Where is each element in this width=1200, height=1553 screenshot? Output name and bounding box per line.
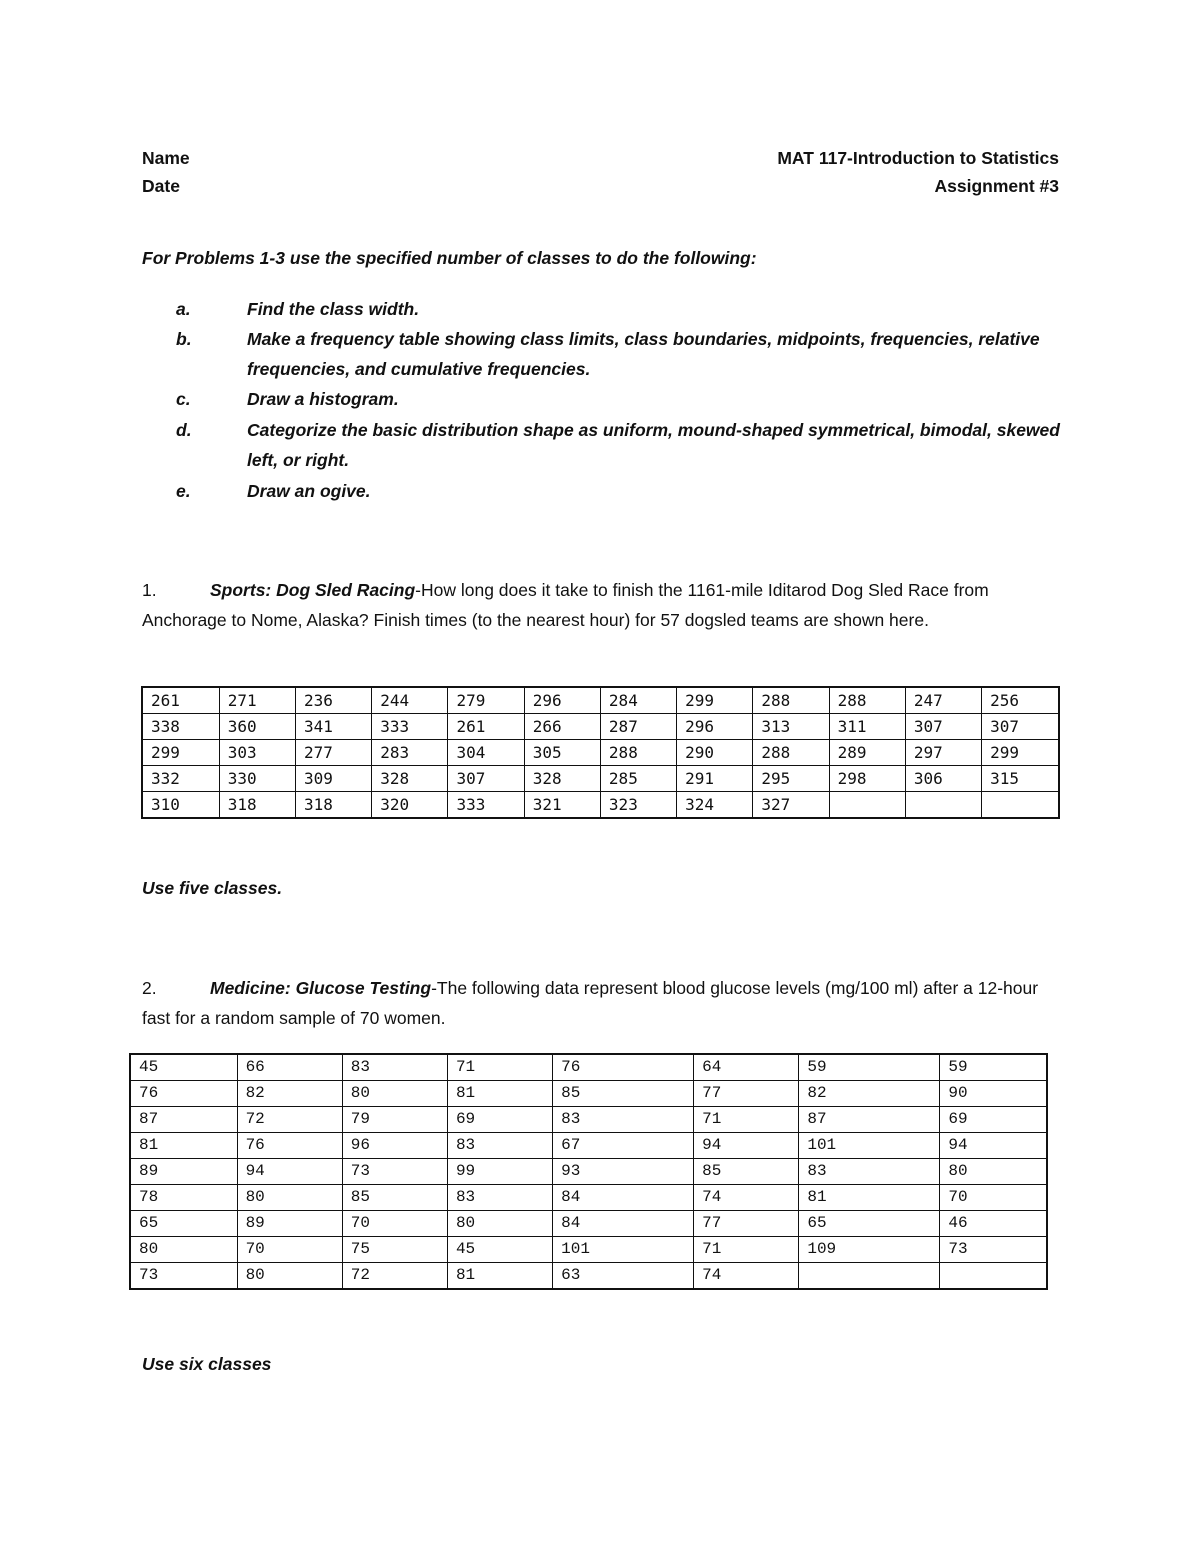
name-label: Name [142, 148, 190, 168]
table-cell: 256 [982, 687, 1059, 714]
table-cell: 67 [553, 1133, 694, 1159]
table-cell: 109 [799, 1237, 940, 1263]
table-cell: 85 [553, 1081, 694, 1107]
table-row [130, 1081, 1047, 1107]
dog-sled-times-table [141, 686, 1060, 819]
table-cell: 299 [982, 740, 1059, 766]
table-cell: 271 [219, 687, 295, 714]
table-cell: 79 [342, 1107, 447, 1133]
table-cell: 341 [295, 714, 371, 740]
table-cell: 81 [447, 1081, 552, 1107]
table-cell: 306 [905, 766, 981, 792]
table-cell: 76 [130, 1081, 237, 1107]
table-cell: 70 [342, 1211, 447, 1237]
task-text: Draw an ogive. [247, 481, 371, 501]
problem-number: 1. [142, 580, 157, 600]
assignment-title: Assignment #3 [934, 176, 1059, 196]
task-text: Make a frequency table showing class limits, class boundaries, midpoints, frequencies, relative frequencies, and cumulative frequencies. [247, 329, 1040, 379]
table-cell: 59 [940, 1054, 1047, 1081]
table-cell: 83 [447, 1185, 552, 1211]
table-cell: 236 [295, 687, 371, 714]
table-cell: 261 [448, 714, 524, 740]
table-cell: 247 [905, 687, 981, 714]
table-cell: 320 [372, 792, 448, 819]
problem-2-statement [142, 973, 1062, 1033]
problem-1-note: Use five classes. [142, 878, 283, 898]
table-cell: 279 [448, 687, 524, 714]
table-cell: 63 [553, 1263, 694, 1290]
table-cell: 333 [448, 792, 524, 819]
table-cell: 330 [219, 766, 295, 792]
task-e [142, 476, 1062, 506]
table-cell: 296 [677, 714, 753, 740]
table-cell [940, 1263, 1047, 1290]
table-cell: 290 [677, 740, 753, 766]
table-cell: 77 [694, 1081, 799, 1107]
table-cell: 333 [372, 714, 448, 740]
table-cell: 303 [219, 740, 295, 766]
table-cell: 71 [694, 1237, 799, 1263]
table-cell: 65 [799, 1211, 940, 1237]
table-cell: 295 [753, 766, 829, 792]
table-cell: 96 [342, 1133, 447, 1159]
table-cell: 328 [524, 766, 600, 792]
table-cell: 244 [372, 687, 448, 714]
table-cell: 77 [694, 1211, 799, 1237]
table-cell: 82 [237, 1081, 342, 1107]
table-row [142, 687, 1059, 714]
table-cell: 80 [237, 1185, 342, 1211]
table-cell: 46 [940, 1211, 1047, 1237]
table-cell: 307 [982, 714, 1059, 740]
table-cell: 310 [142, 792, 219, 819]
table-cell: 69 [940, 1107, 1047, 1133]
table-cell: 87 [799, 1107, 940, 1133]
table-cell: 287 [600, 714, 676, 740]
table-cell: 87 [130, 1107, 237, 1133]
table-cell: 80 [940, 1159, 1047, 1185]
table-row [130, 1263, 1047, 1290]
table-cell: 89 [237, 1211, 342, 1237]
table-cell: 93 [553, 1159, 694, 1185]
table-row [130, 1185, 1047, 1211]
table-cell: 89 [130, 1159, 237, 1185]
table-cell: 284 [600, 687, 676, 714]
table-cell: 69 [447, 1107, 552, 1133]
table-row [142, 714, 1059, 740]
table-cell: 64 [694, 1054, 799, 1081]
table-cell: 80 [342, 1081, 447, 1107]
table-cell: 277 [295, 740, 371, 766]
table-cell: 66 [237, 1054, 342, 1081]
table-cell: 297 [905, 740, 981, 766]
table-cell: 94 [694, 1133, 799, 1159]
table-cell: 75 [342, 1237, 447, 1263]
table-cell: 74 [694, 1263, 799, 1290]
table-cell: 76 [553, 1054, 694, 1081]
table-cell: 304 [448, 740, 524, 766]
table-cell: 65 [130, 1211, 237, 1237]
table-cell: 324 [677, 792, 753, 819]
table-cell: 85 [694, 1159, 799, 1185]
table-cell: 307 [448, 766, 524, 792]
table-cell: 321 [524, 792, 600, 819]
table-cell: 360 [219, 714, 295, 740]
table-cell: 288 [753, 687, 829, 714]
table-row [130, 1133, 1047, 1159]
task-a [142, 294, 1062, 324]
task-d [142, 415, 1062, 475]
table-cell: 288 [829, 687, 905, 714]
table-cell: 45 [130, 1054, 237, 1081]
problem-topic: Sports: Dog Sled Racing [210, 580, 416, 600]
table-cell: 71 [447, 1054, 552, 1081]
table-cell: 307 [905, 714, 981, 740]
glucose-levels-table [129, 1053, 1048, 1290]
table-cell: 73 [130, 1263, 237, 1290]
table-cell: 101 [799, 1133, 940, 1159]
problem-2-note: Use six classes [142, 1354, 272, 1374]
table-cell: 73 [940, 1237, 1047, 1263]
table-cell: 338 [142, 714, 219, 740]
table-cell: 318 [295, 792, 371, 819]
table-cell: 289 [829, 740, 905, 766]
table-cell: 305 [524, 740, 600, 766]
table-row [130, 1237, 1047, 1263]
table-cell: 72 [237, 1107, 342, 1133]
table-cell: 76 [237, 1133, 342, 1159]
table-cell: 288 [753, 740, 829, 766]
table-cell [799, 1263, 940, 1290]
table-cell: 84 [553, 1211, 694, 1237]
problem-1-statement [142, 575, 1057, 635]
table-cell: 81 [447, 1263, 552, 1290]
table-row [142, 792, 1059, 819]
table-cell: 332 [142, 766, 219, 792]
task-letter: d. [176, 420, 192, 440]
table-cell: 309 [295, 766, 371, 792]
table-cell: 313 [753, 714, 829, 740]
table-cell: 83 [447, 1133, 552, 1159]
table-cell: 70 [237, 1237, 342, 1263]
problem-text: -The following data represent blood glucose levels (mg/100 ml) after a 12-hour fast for a random sample of 70 women. [142, 978, 1039, 1028]
table-cell: 80 [130, 1237, 237, 1263]
table-cell: 283 [372, 740, 448, 766]
task-text: Draw a histogram. [247, 389, 399, 409]
table-cell: 299 [677, 687, 753, 714]
table-cell: 261 [142, 687, 219, 714]
table-cell: 73 [342, 1159, 447, 1185]
table-cell: 298 [829, 766, 905, 792]
table-cell: 84 [553, 1185, 694, 1211]
task-text: Find the class width. [247, 299, 420, 319]
table-row [142, 766, 1059, 792]
table-cell: 90 [940, 1081, 1047, 1107]
table-cell: 59 [799, 1054, 940, 1081]
table-cell: 328 [372, 766, 448, 792]
instructions-intro: For Problems 1-3 use the specified number of classes to do the following: [142, 248, 757, 268]
table-row [130, 1159, 1047, 1185]
table-cell [829, 792, 905, 819]
table-cell: 85 [342, 1185, 447, 1211]
table-cell: 72 [342, 1263, 447, 1290]
course-title: MAT 117-Introduction to Statistics [777, 148, 1059, 168]
task-letter: c. [176, 389, 191, 409]
table-cell: 327 [753, 792, 829, 819]
task-letter: e. [176, 481, 191, 501]
problem-text: -How long does it take to finish the 1161-mile Iditarod Dog Sled Race from Anchorage to Nome, Alaska? Finish times (to the nearest hour) for 57 dogsled teams are shown here. [142, 580, 989, 630]
table-row [130, 1107, 1047, 1133]
table-cell: 70 [940, 1185, 1047, 1211]
table-cell: 101 [553, 1237, 694, 1263]
table-cell: 296 [524, 687, 600, 714]
table-cell: 94 [940, 1133, 1047, 1159]
table-row [130, 1211, 1047, 1237]
table-cell: 266 [524, 714, 600, 740]
table-cell: 74 [694, 1185, 799, 1211]
table-cell: 288 [600, 740, 676, 766]
table-cell: 323 [600, 792, 676, 819]
table-cell: 83 [342, 1054, 447, 1081]
problem-number: 2. [142, 978, 157, 998]
table-cell: 291 [677, 766, 753, 792]
table-cell [982, 792, 1059, 819]
table-cell: 99 [447, 1159, 552, 1185]
task-letter: a. [176, 299, 191, 319]
task-letter: b. [176, 329, 192, 349]
table-cell: 311 [829, 714, 905, 740]
table-row [142, 740, 1059, 766]
date-label: Date [142, 176, 180, 196]
table-cell [905, 792, 981, 819]
table-cell: 81 [130, 1133, 237, 1159]
table-cell: 80 [447, 1211, 552, 1237]
student-info-labels [142, 144, 190, 200]
table-cell: 83 [799, 1159, 940, 1185]
task-c [142, 384, 1062, 414]
task-b [142, 324, 1062, 384]
table-cell: 81 [799, 1185, 940, 1211]
task-text: Categorize the basic distribution shape as uniform, mound-shaped symmetrical, bimodal, skewed left, or right. [247, 420, 1060, 470]
table-cell: 78 [130, 1185, 237, 1211]
table-cell: 285 [600, 766, 676, 792]
table-cell: 82 [799, 1081, 940, 1107]
course-info [777, 144, 1059, 200]
table-cell: 94 [237, 1159, 342, 1185]
table-cell: 45 [447, 1237, 552, 1263]
table-cell: 83 [553, 1107, 694, 1133]
table-cell: 318 [219, 792, 295, 819]
table-cell: 299 [142, 740, 219, 766]
problem-topic: Medicine: Glucose Testing [210, 978, 432, 998]
table-cell: 315 [982, 766, 1059, 792]
table-cell: 71 [694, 1107, 799, 1133]
table-row [130, 1054, 1047, 1081]
table-cell: 80 [237, 1263, 342, 1290]
